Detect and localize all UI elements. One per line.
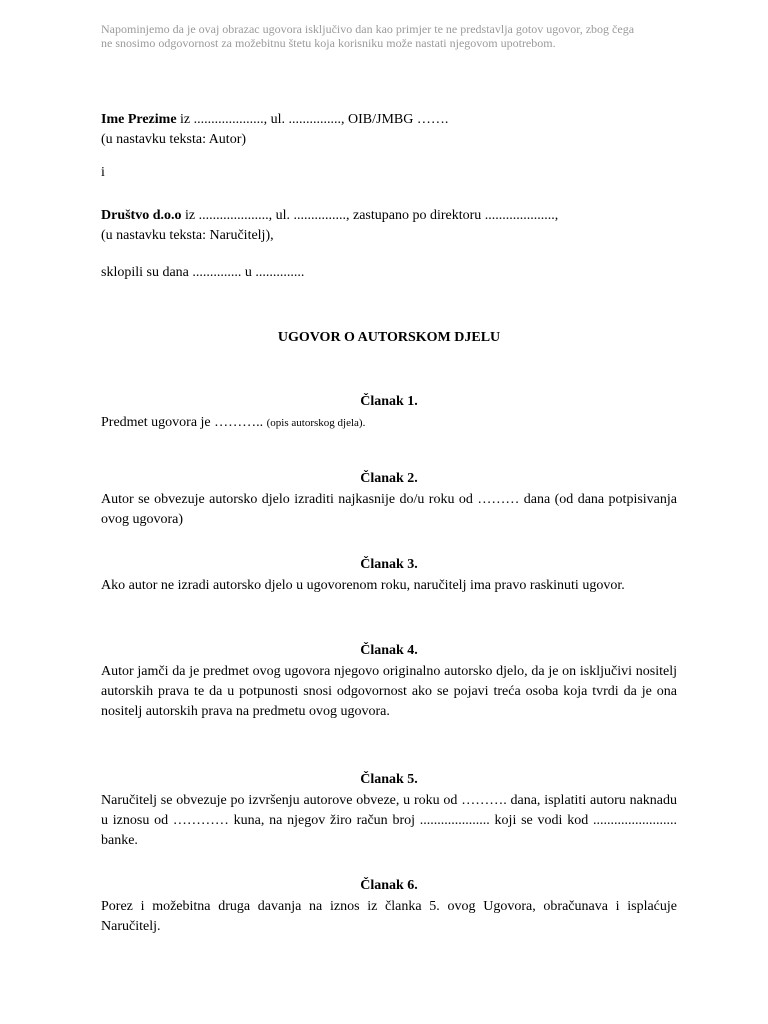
article-2-heading: Članak 2.: [360, 471, 418, 486]
article-1-body: Predmet ugovora je ………..: [101, 415, 267, 430]
party-author-name: Ime Prezime: [101, 112, 177, 127]
article-6-text: Porez i možebitna druga davanja na iznos iz članka 5. ovog Ugovora, obračunava i isplaćuje Naručitelj.: [101, 899, 677, 934]
party-client-name: Društvo d.o.o: [101, 208, 182, 223]
party-client-details: iz ...................., ul. ..............., zastupano po direktoru ....................,: [181, 208, 559, 223]
article-3-heading: Članak 3.: [360, 557, 418, 572]
article-1-text: [101, 413, 677, 433]
disclaimer-note: [101, 22, 681, 50]
party-author: [101, 110, 677, 150]
article-4-heading: Članak 4.: [360, 643, 418, 658]
article-5-heading: Članak 5.: [360, 772, 418, 787]
conjunction: i: [101, 165, 105, 180]
article-1-note: (opis autorskog djela: [266, 417, 359, 429]
party-client: [101, 206, 677, 246]
article-2-text: Autor se obvezuje autorsko djelo izraditi najkasnije do/u roku od ……… dana (od dana potpisivanja ovog ugovora): [101, 492, 677, 527]
party-author-details: iz ...................., ul. ..............., OIB/JMBG …….: [176, 112, 449, 127]
article-1-note-end: ).: [358, 417, 366, 429]
disclaimer-line-2: ne snosimo odgovornost za možebitnu štetu koja korisniku može nastati njegovom upotrebom.: [101, 36, 556, 50]
contract-title: UGOVOR O AUTORSKOM DJELU: [277, 330, 501, 345]
article-1-heading: Članak 1.: [360, 394, 418, 409]
disclaimer-line-1: Napominjemo da je ovaj obrazac ugovora isključivo dan kao primjer te ne predstavlja gotov ugovor, zbog čega: [101, 22, 635, 36]
party-author-line: [101, 110, 677, 130]
party-client-role: (u nastavku teksta: Naručitelj),: [101, 228, 274, 243]
article-4-text: Autor jamči da je predmet ovog ugovora njegovo originalno autorsko djelo, da je on isključivi nositelj autorskih prava te da u potpunosti snosi odgovornost ako se pojavi treća osoba koja tvrdi da je ona nositelj autorskih prava na predmetu ovog ugovora.: [101, 664, 677, 719]
party-client-line: [101, 206, 677, 226]
article-5-text: Naručitelj se obvezuje po izvršenju autorove obveze, u roku od ………. dana, isplatiti autoru naknadu u iznosu od ………… kuna, na njegov žiro račun broj .................... koji se vodi kod ........................ banke.: [101, 793, 677, 848]
article-3-text: Ako autor ne izradi autorsko djelo u ugovorenom roku, naručitelj ima pravo raskinuti ugovor.: [101, 578, 625, 593]
article-6-heading: Članak 6.: [360, 878, 418, 893]
concluded-line: sklopili su dana .............. u ..............: [101, 265, 305, 280]
party-author-role: (u nastavku teksta: Autor): [101, 132, 247, 147]
